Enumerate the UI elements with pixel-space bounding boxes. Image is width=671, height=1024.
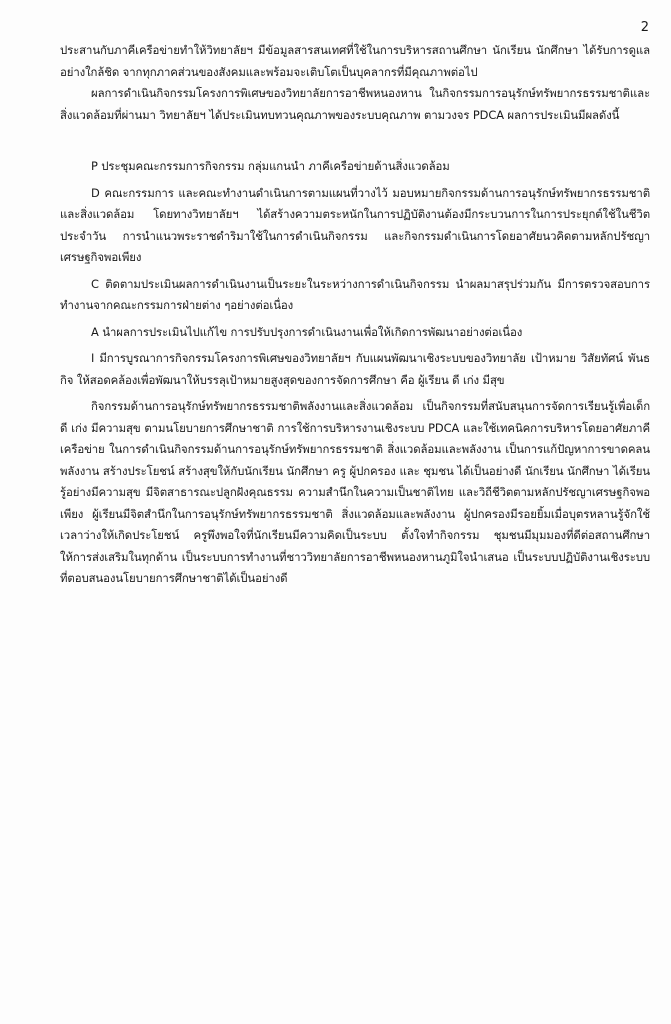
document-body [60,40,650,590]
page-number: 2 [640,20,649,35]
paragraph-pdca-i: I มีการบูรณาการกิจกรรมโครงการพิเศษของวิทยาลัยฯ กับแผนพัฒนาเชิงระบบของวิทยาลัย เป้าหมาย วิสัยทัศน์ พันธกิจ ให้สอดคล้องเพื่อพัฒนาให้บรรลุเป้าหมายสูงสุดของการจัดการศึกษา คือ ผู้เรียน ดี เก่ง มีสุข [60,351,650,387]
paragraph-pdca-a: A นำผลการประเมินไปแก้ไข การปรับปรุงการดำเนินงานเพื่อให้เกิดการพัฒนาอย่างต่อเนื่อง [91,324,523,339]
paragraph-pdca-c: C ติดตามประเมินผลการดำเนินงานเป็นระยะในระหว่างการดำเนินกิจกรรม นำผลมาสรุปร่วมกัน มีการตรวจสอบการทำงานจากคณะกรรมการฝ่ายต่าง ๆอย่างต่อเนื่อง [60,276,650,312]
paragraph-summary: กิจกรรมด้านการอนุรักษ์ทรัพยากรธรรมชาติพลังงานและสิ่งแวดล้อม เป็นกิจกรรมที่สนับสนุนการจัดการเรียนรู้เพื่อเด็ก ดี เก่ง มีความสุข ตามนโยบายการศึกษาชาติ การใช้การบริหารงานเชิงระบบ PDCA และใช้เทคนิคการบริหารโดยอาศัยภาคีเครือข่าย ในการดำเนินกิจกรรมด้านการอนุรักษ์ทรัพยากรธรรมชาติ สิ่งแวดล้อมและพลังงาน เป็นการแก้ปัญหาการขาดคลนพลังงาน สร้างประโยชน์ สร้างสุขให้กับนักเรียน นักศึกษา ครู ผู้ปกครอง และ ชุมชน ได้เป็นอย่างดี นักเรียน นักศึกษา ได้เรียนรู้อย่างมีความสุข มีจิตสาธารณะปลูกฝังคุณธรรม ความสำนึกในความเป็นชาติไทย และวิถีชีวิตตามหลักปรัชญาเศรษฐกิจพอเพียง ผู้เรียนมีจิตสำนึกในการอนุรักษ์ทรัพยากรธรรมชาติ สิ่งแวดล้อมและพลังงาน ผู้ปกครองมีรอยยิ้มเมื่อบุตรหลานรู้จักใช้เวลาว่างให้เกิดประโยชน์ ครูพึงพอใจที่นักเรียนมีความคิดเป็นระบบ ตั้งใจทำกิจกรรม ชุมชนมีมุมมองที่ดีต่อสถานศึกษา ให้การส่งเสริมในทุกด้าน เป็นระบบการทำงานที่ชาววิทยาลัยการอาชีพหนองหานภูมิใจนำเสนอ เป็นระบบปฏิบัติงานเชิงระบบที่ตอบสนองนโยบายการศึกษาชาติได้เป็นอย่างดี [60,399,650,585]
paragraph-results: ผลการดำเนินกิจกรรมโครงการพิเศษของวิทยาลัยการอาชีพหนองหาน ในกิจกรรมการอนุรักษ์ทรัพยากรธรรมชาติและสิ่งแวดล้อมที่ผ่านมา วิทยาลัยฯ ได้ประเมินทบทวนคุณภาพของระบบคุณภาพ ตามวงจร PDCA ผลการประเมินมีผลดังนี้ [60,86,650,122]
paragraph-pdca-p: P ประชุมคณะกรรมการกิจกรรม กลุ่มแกนนำ ภาคีเครือข่ายด้านสิ่งแวดล้อม [91,159,450,173]
paragraph-intro: ประสานกับภาคีเครือข่ายทำให้วิทยาลัยฯ มีข้อมูลสารสนเทศที่ใช้ในการบริหารสถานศึกษา นักเรียน นักศึกษา ได้รับการดูแลอย่างใกล้ชิด จากทุกภาคส่วนของสังคมและพร้อมจะเติบโตเป็นบุคลากรที่มีคุณภาพต่อไป [60,43,650,79]
paragraph-pdca-d: D คณะกรรมการ และคณะทำงานดำเนินการตามแผนที่วางไว้ มอบหมายกิจกรรมด้านการอนุรักษ์ทรัพยากรธรรมชาติและสิ่งแวดล้อม โดยทางวิทยาลัยฯ ได้สร้างความตระหนักในการปฏิบัติงานต้องมีกระบวนการในการประยุกต์ใช้ในชีวิตประจำวัน การนำแนวพระราชดำริมาใช้ในการดำเนินกิจกรรม และกิจกรรมดำเนินการโดยอาศัยนวคิดตามหลักปรัชญาเศรษฐกิจพอเพียง [60,185,650,264]
